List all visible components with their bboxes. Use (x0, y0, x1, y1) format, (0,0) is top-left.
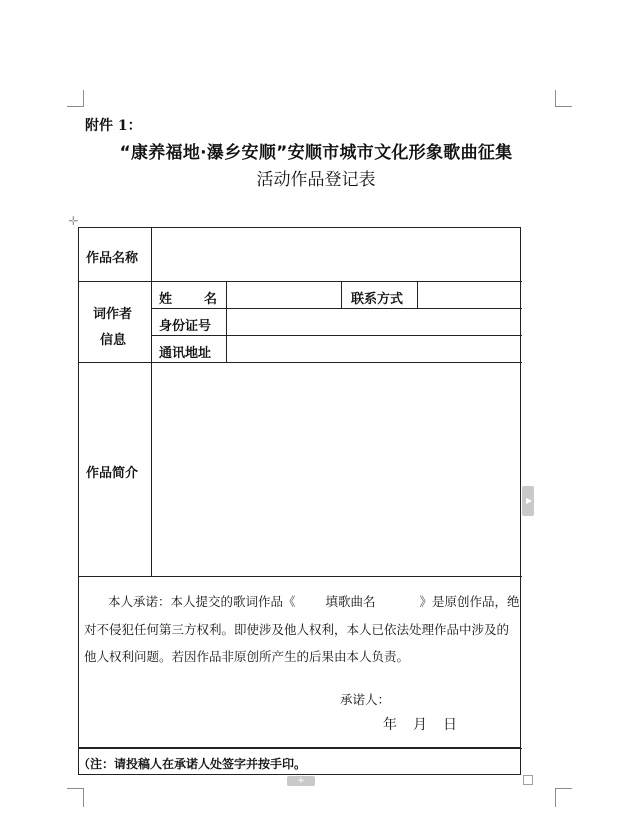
pledge-prefix: 本人承诺：本人提交的歌词作品《 (108, 594, 296, 609)
add-row-tab[interactable] (287, 776, 315, 786)
table-resize-handle-icon[interactable] (523, 775, 533, 785)
pledge-line-3: 他人权利问题。若因作品非原创所产生的后果由本人负责。 (84, 649, 410, 664)
work-name-field[interactable] (153, 230, 519, 280)
pledge-line-2: 对不侵犯任何第三方权利。即使涉及他人权利，本人已依法处理作品中涉及的 (84, 622, 510, 637)
address-field[interactable] (228, 337, 519, 361)
contact-label: 联系方式 (351, 292, 404, 307)
id-number-label: 身份证号 (159, 319, 212, 334)
signer-label: 承诺人： (340, 692, 391, 707)
lyricist-label-line1: 词作者 (93, 307, 133, 322)
attachment-label: 附件 1： (85, 118, 142, 134)
page-title: “康养福地·瀑乡安顺”安顺市城市文化形象歌曲征集 (119, 143, 513, 163)
intro-field[interactable] (153, 364, 519, 575)
crop-mark-top-left (67, 90, 84, 107)
registration-form-table (78, 227, 521, 775)
year-label: 年 (383, 717, 397, 733)
row-divider (151, 335, 522, 336)
crop-mark-top-right (555, 90, 572, 107)
id-number-field[interactable] (228, 310, 519, 334)
plus-icon: + (297, 776, 305, 786)
table-move-handle-icon[interactable]: ✛ (68, 214, 79, 228)
footnote: （注：请投稿人在承诺人处签字并按手印。 (78, 757, 307, 771)
name-label-second: 名 (204, 292, 218, 307)
address-label: 通讯地址 (159, 346, 212, 361)
name-field[interactable] (228, 283, 340, 307)
right-edge-tab[interactable] (522, 486, 534, 516)
row-divider (79, 281, 522, 282)
day-label: 日 (443, 717, 457, 733)
row-divider (79, 362, 522, 363)
row-divider (79, 576, 522, 577)
row-divider (151, 308, 522, 309)
lyricist-label-line2: 信息 (100, 333, 127, 348)
column-divider (151, 228, 152, 576)
contact-field[interactable] (419, 283, 519, 307)
name-label-first: 姓 (159, 292, 173, 307)
row-divider (79, 748, 522, 749)
column-divider (417, 281, 418, 308)
month-label: 月 (413, 717, 427, 733)
pledge-suffix: 》是原创作品，绝 (419, 594, 520, 609)
work-name-label: 作品名称 (86, 251, 139, 266)
column-divider (226, 281, 227, 362)
column-divider (341, 281, 342, 308)
pledge-line-1 (108, 588, 518, 616)
page-subtitle: 活动作品登记表 (256, 170, 376, 190)
arrow-right-icon: ▶ (526, 496, 533, 505)
crop-mark-bottom-right (555, 788, 572, 807)
song-name-placeholder[interactable]: 填歌曲名 (325, 594, 376, 609)
note-divider (78, 747, 521, 748)
crop-mark-bottom-left (67, 788, 84, 807)
intro-label: 作品简介 (86, 466, 139, 481)
